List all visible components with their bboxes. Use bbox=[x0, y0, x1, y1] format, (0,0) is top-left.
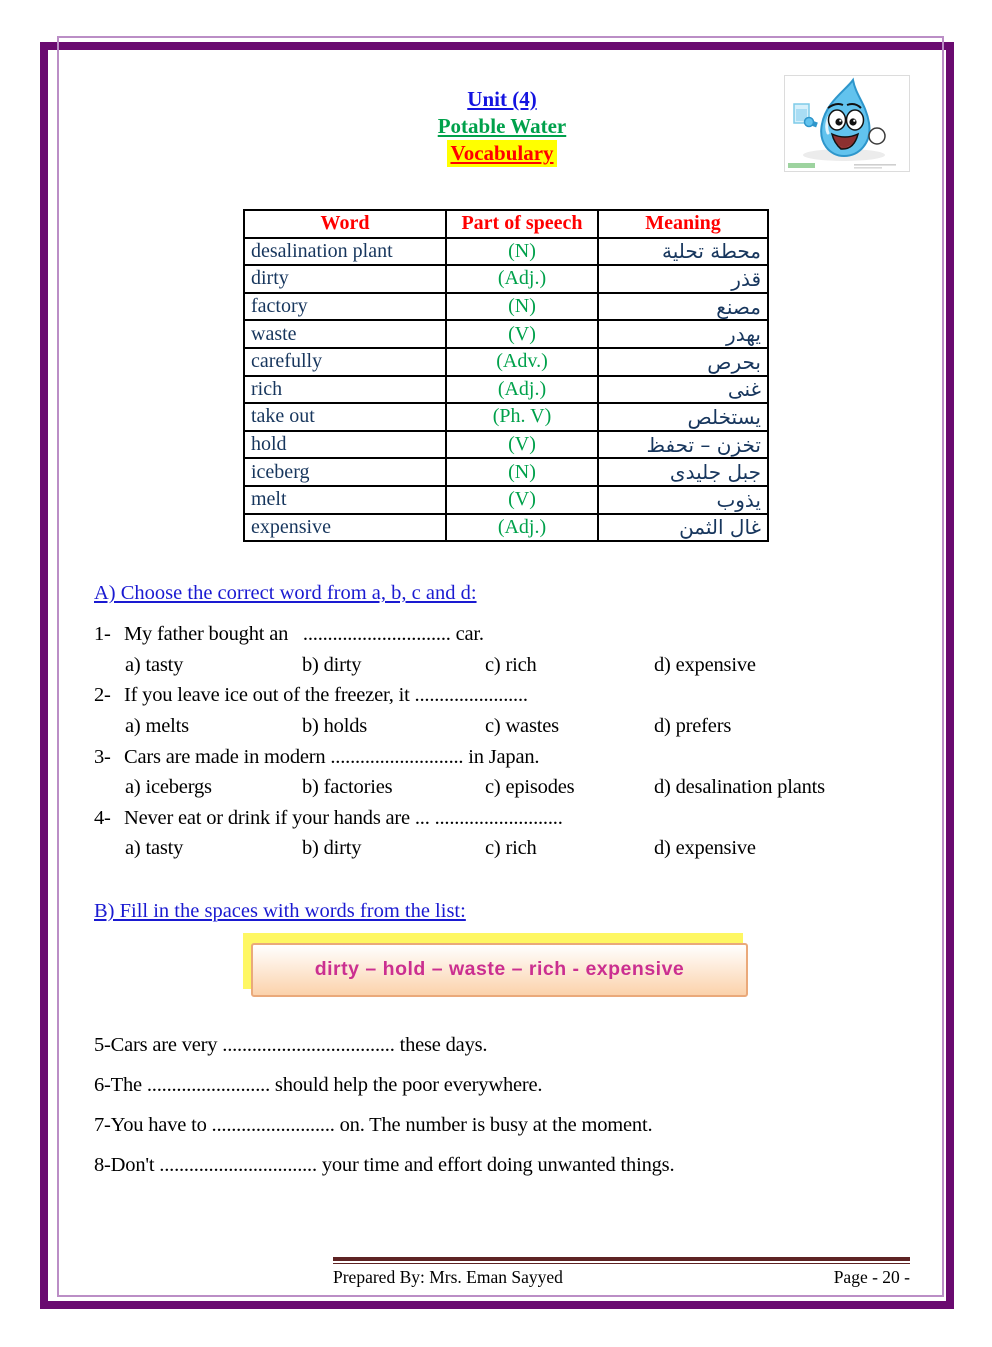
option-d: d) expensive bbox=[654, 837, 756, 860]
col-header-meaning: Meaning bbox=[598, 210, 768, 238]
table-row bbox=[244, 514, 768, 542]
question-text: My father bought an .............................. car. bbox=[124, 623, 484, 646]
vocab-pos: (N) bbox=[446, 238, 598, 266]
vocab-meaning: تخزن – تحفظ bbox=[598, 431, 768, 459]
option-d: d) prefers bbox=[654, 714, 732, 737]
page-footer bbox=[333, 1257, 910, 1288]
vocab-meaning: يذوب bbox=[598, 486, 768, 514]
water-drop-cartoon-icon bbox=[784, 75, 910, 172]
vocab-word: hold bbox=[244, 431, 446, 459]
vocab-word: take out bbox=[244, 403, 446, 431]
option-c: c) episodes bbox=[485, 776, 575, 799]
vocab-word: desalination plant bbox=[244, 238, 446, 266]
unit-title: Unit (4) bbox=[467, 87, 537, 111]
question-number: 4- bbox=[94, 806, 111, 829]
option-b: b) dirty bbox=[302, 837, 362, 860]
vocab-subtitle: Vocabulary bbox=[447, 140, 556, 167]
vocab-pos: (Adj.) bbox=[446, 376, 598, 404]
page-number: Page - 20 - bbox=[833, 1267, 910, 1287]
vocab-meaning: غال الثمن bbox=[598, 514, 768, 542]
vocab-word: waste bbox=[244, 320, 446, 348]
table-row bbox=[244, 265, 768, 293]
topic-title: Potable Water bbox=[437, 114, 567, 138]
word-list-frame bbox=[251, 943, 748, 997]
vocab-pos: (Ph. V) bbox=[446, 403, 598, 431]
fill-question: 7-You have to ......................... on. The number is busy at the moment. bbox=[94, 1113, 653, 1136]
option-a: a) melts bbox=[125, 714, 189, 737]
vocab-word: dirty bbox=[244, 265, 446, 293]
vocab-word: rich bbox=[244, 376, 446, 404]
options-row bbox=[94, 650, 910, 681]
table-row bbox=[244, 458, 768, 486]
section-b-heading: B) Fill in the spaces with words from the list: bbox=[94, 899, 466, 922]
vocab-pos: (Adj.) bbox=[446, 514, 598, 542]
word-list-text: dirty – hold – waste – rich - expensive bbox=[314, 958, 685, 981]
option-a: a) tasty bbox=[125, 837, 184, 860]
question-line bbox=[94, 803, 910, 834]
vocab-meaning: محطة تحلية bbox=[598, 238, 768, 266]
question-number: 1- bbox=[94, 623, 111, 646]
word-list-box bbox=[243, 933, 748, 997]
col-header-pos: Part of speech bbox=[446, 210, 598, 238]
table-row bbox=[244, 403, 768, 431]
fill-question: 6-The ......................... should help the poor everywhere. bbox=[94, 1073, 543, 1096]
option-a: a) icebergs bbox=[125, 776, 212, 799]
vocabulary-table bbox=[243, 209, 769, 542]
option-c: c) rich bbox=[485, 653, 537, 676]
table-row bbox=[244, 486, 768, 514]
vocab-meaning: يستخلص bbox=[598, 403, 768, 431]
water-drop-mascot-image bbox=[784, 75, 910, 172]
vocab-word: carefully bbox=[244, 348, 446, 376]
question-line bbox=[94, 680, 910, 711]
option-b: b) dirty bbox=[302, 653, 362, 676]
option-c: c) rich bbox=[485, 837, 537, 860]
vocab-pos: (N) bbox=[446, 458, 598, 486]
section-a-heading: A) Choose the correct word from a, b, c and d: bbox=[94, 582, 477, 605]
vocab-meaning: جبل جليدى bbox=[598, 458, 768, 486]
vocab-meaning: بحرص bbox=[598, 348, 768, 376]
question-number: 3- bbox=[94, 745, 111, 768]
vocab-word: iceberg bbox=[244, 458, 446, 486]
option-b: b) factories bbox=[302, 776, 393, 799]
table-row bbox=[244, 320, 768, 348]
table-row bbox=[244, 348, 768, 376]
question-line bbox=[94, 742, 910, 773]
options-row bbox=[94, 711, 910, 742]
option-a: a) tasty bbox=[125, 653, 184, 676]
table-row bbox=[244, 238, 768, 266]
option-b: b) holds bbox=[302, 714, 368, 737]
vocab-meaning: يهدر bbox=[598, 320, 768, 348]
vocab-pos: (Adv.) bbox=[446, 348, 598, 376]
col-header-word: Word bbox=[244, 210, 446, 238]
fill-question: 8-Don't ................................ your time and effort doing unwanted things. bbox=[94, 1153, 675, 1176]
vocab-pos: (Adj.) bbox=[446, 265, 598, 293]
question-text: Never eat or drink if your hands are ... .......................... bbox=[124, 806, 563, 829]
vocab-pos: (N) bbox=[446, 293, 598, 321]
options-row bbox=[94, 833, 910, 864]
vocab-pos: (V) bbox=[446, 320, 598, 348]
vocab-pos: (V) bbox=[446, 431, 598, 459]
question-number: 2- bbox=[94, 684, 111, 707]
question-line bbox=[94, 619, 910, 650]
question-text: Cars are made in modern ........................... in Japan. bbox=[124, 745, 540, 768]
vocab-pos: (V) bbox=[446, 486, 598, 514]
vocab-meaning: غنى bbox=[598, 376, 768, 404]
vocab-word: melt bbox=[244, 486, 446, 514]
table-row bbox=[244, 376, 768, 404]
fill-question: 5-Cars are very ................................... these days. bbox=[94, 1033, 488, 1056]
footer-divider bbox=[333, 1257, 910, 1264]
table-row bbox=[244, 431, 768, 459]
vocab-word: factory bbox=[244, 293, 446, 321]
multiple-choice-questions bbox=[94, 619, 910, 864]
vocab-word: expensive bbox=[244, 514, 446, 542]
prepared-by-text: Prepared By: Mrs. Eman Sayyed bbox=[333, 1267, 563, 1287]
option-d: d) expensive bbox=[654, 653, 756, 676]
vocab-meaning: مصنع bbox=[598, 293, 768, 321]
fill-in-questions bbox=[94, 1025, 910, 1185]
table-header-row bbox=[244, 210, 768, 238]
options-row bbox=[94, 772, 910, 803]
question-text: If you leave ice out of the freezer, it ....................... bbox=[124, 684, 528, 707]
page-content bbox=[94, 86, 910, 1185]
option-d: d) desalination plants bbox=[654, 776, 825, 799]
vocab-meaning: قذر bbox=[598, 265, 768, 293]
table-row bbox=[244, 293, 768, 321]
option-c: c) wastes bbox=[485, 714, 559, 737]
